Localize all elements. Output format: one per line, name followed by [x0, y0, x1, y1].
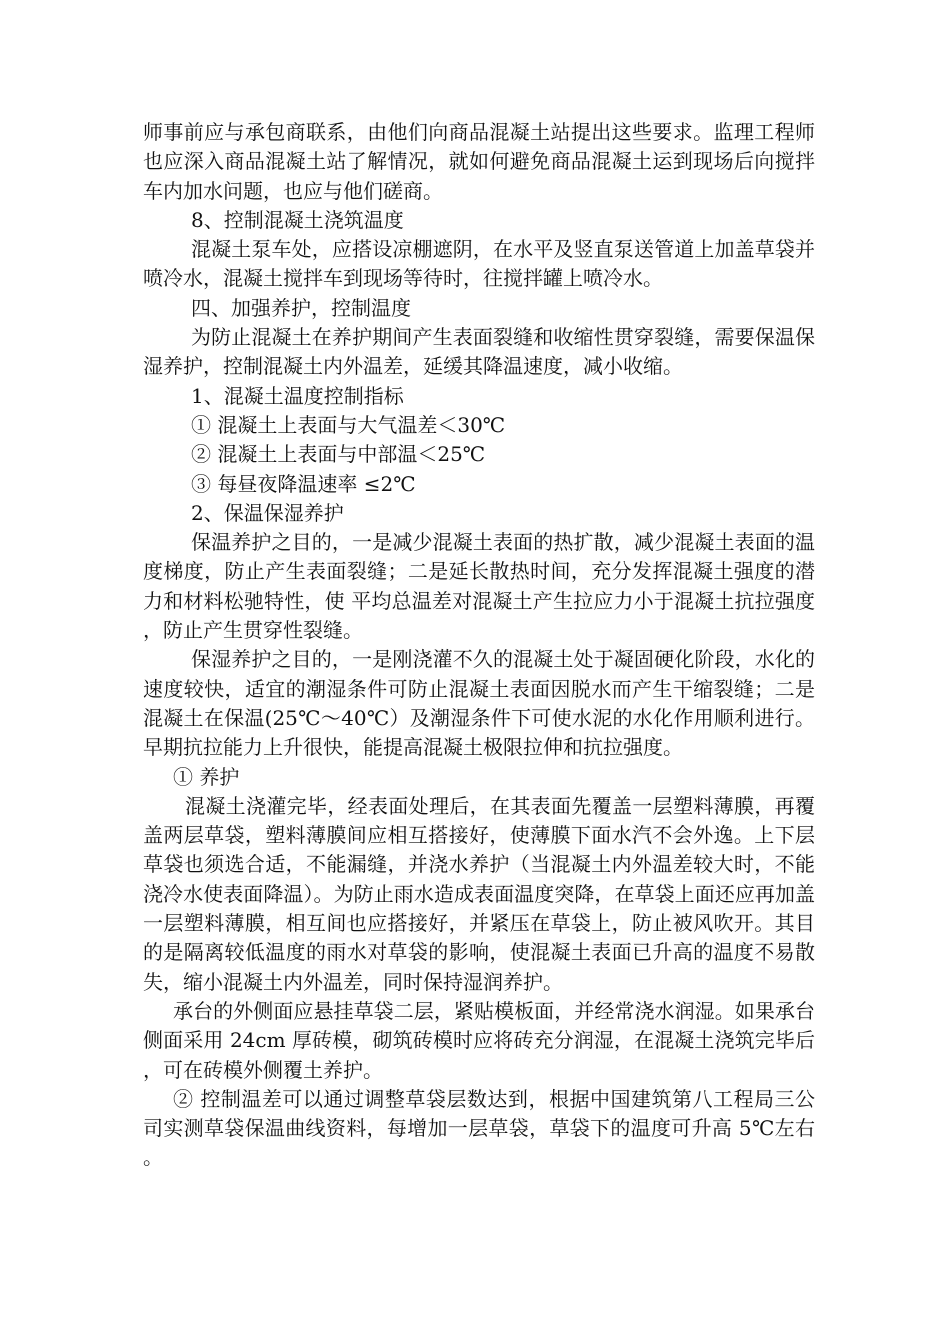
heading-insulation-moisture: 2、保温保湿养护	[191, 500, 344, 525]
list-item-index-1: ① 混凝土上表面与大气温差＜30℃	[191, 412, 506, 437]
paragraph-insulation-purpose: 保温养护之目的，一是减少混凝土表面的热扩散，减少混凝土表面的温度梯度，防止产生表面裂缝；二是延长散热时间，充分发挥混凝土强度的潜力和材料松驰特性，使 平均总温差对混凝土产生拉应力小于混凝土抗拉强度，防止产生贯穿性裂缝。	[143, 530, 815, 643]
document-body	[143, 118, 815, 1173]
paragraph-temperature-difference: ② 控制温差可以通过调整草袋层数达到，根据中国建筑第八工程局三公司实测草袋保温曲线资料，每增加一层草袋，草袋下的温度可升高 5℃左右。	[143, 1086, 815, 1170]
heading-curing: ① 养护	[173, 764, 240, 789]
heading-pour-temperature: 8、控制混凝土浇筑温度	[191, 207, 404, 232]
heading-temperature-indices: 1、混凝土温度控制指标	[191, 383, 404, 408]
paragraph-pump-shading: 混凝土泵车处，应搭设凉棚遮阴，在水平及竖直泵送管道上加盖草袋并喷冷水，混凝土搅拌车到现场等待时，往搅拌罐上喷冷水。	[143, 237, 815, 291]
paragraph-curing-purpose: 为防止混凝土在养护期间产生表面裂缝和收缩性贯穿裂缝，需要保温保湿养护，控制混凝土内外温差，延缓其降温速度，减小收缩。	[143, 325, 815, 379]
list-item-index-3: ③ 每昼夜降温速率 ≤2℃	[191, 471, 416, 496]
paragraph-moisture-purpose: 保湿养护之目的，一是刚浇灌不久的混凝土处于凝固硬化阶段，水化的速度较快，适宜的潮湿条件可防止混凝土表面因脱水而产生干缩裂缝；二是混凝土在保温(25℃～40℃）及潮湿条件下可使水泥的水化作用顺利进行。早期抗拉能力上升很快，能提高混凝土极限拉伸和抗拉强度。	[143, 647, 815, 760]
paragraph-continuation: 师事前应与承包商联系，由他们向商品混凝土站提出这些要求。监理工程师也应深入商品混凝土站了解情况，就如何避免商品混凝土运到现场后向搅拌车内加水问题，也应与他们磋商。	[143, 120, 815, 203]
paragraph-side-curing: 承台的外侧面应悬挂草袋二层，紧贴模板面，并经常浇水润湿。如果承台侧面采用 24cm 厚砖模，砌筑砖模时应将砖充分润湿，在混凝土浇筑完毕后，可在砖模外侧覆土养护。	[143, 998, 815, 1082]
heading-curing-control: 四、加强养护，控制温度	[191, 295, 411, 320]
list-item-index-2: ② 混凝土上表面与中部温＜25℃	[191, 442, 486, 467]
paragraph-curing-method: 混凝土浇灌完毕，经表面处理后，在其表面先覆盖一层塑料薄膜，再覆盖两层草袋，塑料薄膜间应相互搭接好，使薄膜下面水汽不会外逸。上下层草袋也须选合适，不能漏缝，并浇水养护（当混凝土内外温差较大时，不能浇冷水使表面降温）。为防止雨水造成表面温度突降，在草袋上面还应再加盖一层塑料薄膜，相互间也应搭接好，并紧压在草袋上，防止被风吹开。其目的是隔离较低温度的雨水对草袋的影响，使混凝土表面已升高的温度不易散失，缩小混凝土内外温差，同时保持湿润养护。	[143, 793, 815, 994]
